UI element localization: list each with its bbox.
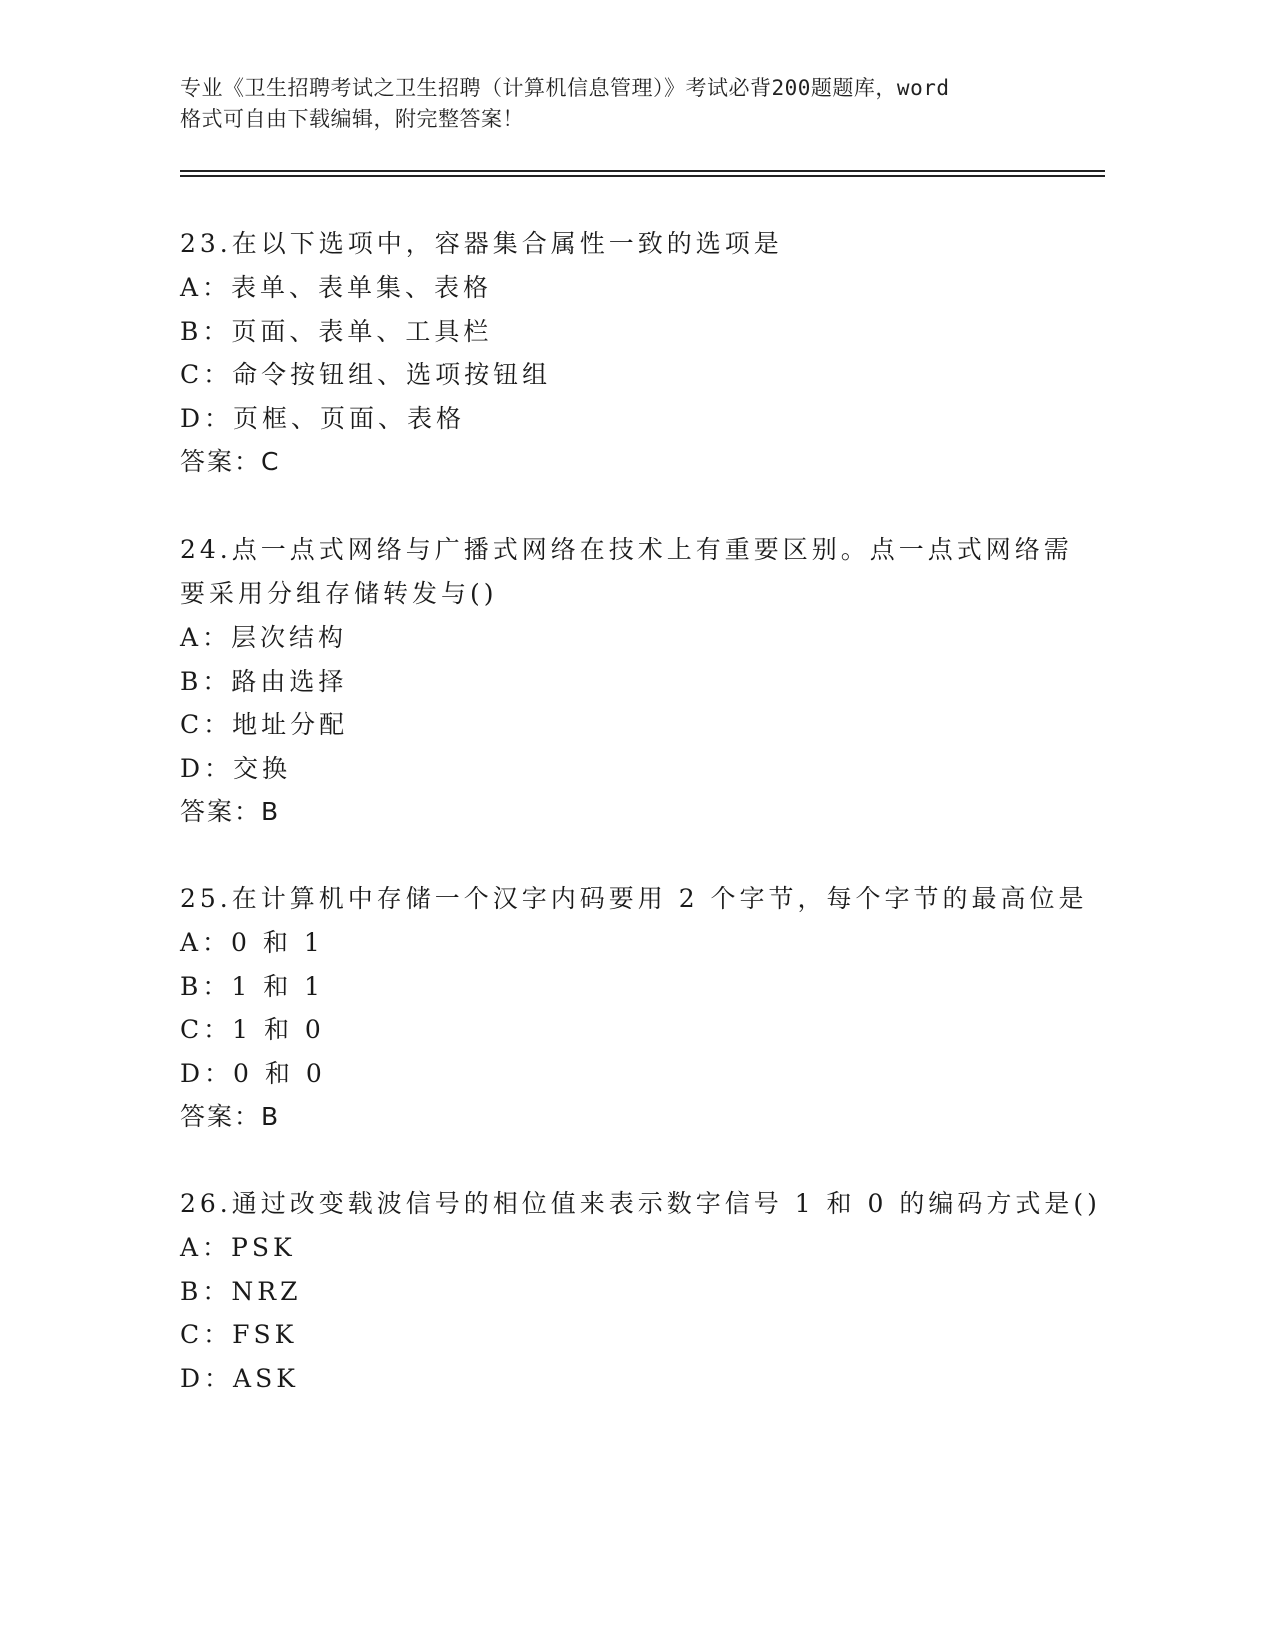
option-c: C：FSK	[180, 1320, 298, 1350]
question-26	[180, 1182, 1101, 1400]
option-d: D：交换	[180, 753, 292, 783]
option-c: C：地址分配	[180, 710, 349, 740]
answer-line: 答案：C	[180, 447, 281, 477]
option-a: A：表单、表单集、表格	[180, 273, 493, 302]
option-d: D：页框、页面、表格	[180, 403, 466, 433]
question-stem: 24.点一点式网络与广播式网络在技术上有重要区别。点一点式网络需	[180, 535, 1073, 564]
answer-line: 答案：B	[180, 797, 281, 827]
question-stem: 23.在以下选项中，容器集合属性一致的选项是	[180, 229, 783, 258]
answer-line: 答案：B	[180, 1102, 281, 1132]
option-d: D：ASK	[180, 1363, 299, 1393]
option-b: B：1 和 1	[180, 971, 325, 1001]
question-stem: 25.在计算机中存储一个汉字内码要用 2 个字节，每个字节的最高位是	[180, 884, 1088, 913]
header-divider-bottom	[180, 175, 1105, 177]
question-23	[180, 222, 1080, 484]
question-25	[180, 877, 1088, 1139]
option-b: B：路由选择	[180, 666, 348, 696]
option-a: A：0 和 1	[180, 928, 324, 957]
option-a: A：PSK	[180, 1233, 296, 1262]
question-stem: 26.通过改变载波信号的相位值来表示数字信号 1 和 0 的编码方式是()	[180, 1189, 1101, 1218]
document-header	[180, 73, 1080, 135]
question-24	[180, 528, 1080, 834]
option-b: B：NRZ	[180, 1276, 302, 1306]
option-d: D：0 和 0	[180, 1058, 326, 1088]
header-line-1: 专业《卫生招聘考试之卫生招聘（计算机信息管理）》考试必背200题题库，word	[180, 76, 950, 100]
option-c: C：命令按钮组、选项按钮组	[180, 360, 552, 390]
header-divider-top	[180, 170, 1105, 172]
question-stem-continued: 要采用分组存储转发与()	[180, 579, 498, 608]
option-a: A：层次结构	[180, 623, 348, 652]
header-line-2: 格式可自由下载编辑，附完整答案！	[180, 107, 524, 131]
option-c: C：1 和 0	[180, 1015, 325, 1045]
option-b: B：页面、表单、工具栏	[180, 316, 493, 346]
